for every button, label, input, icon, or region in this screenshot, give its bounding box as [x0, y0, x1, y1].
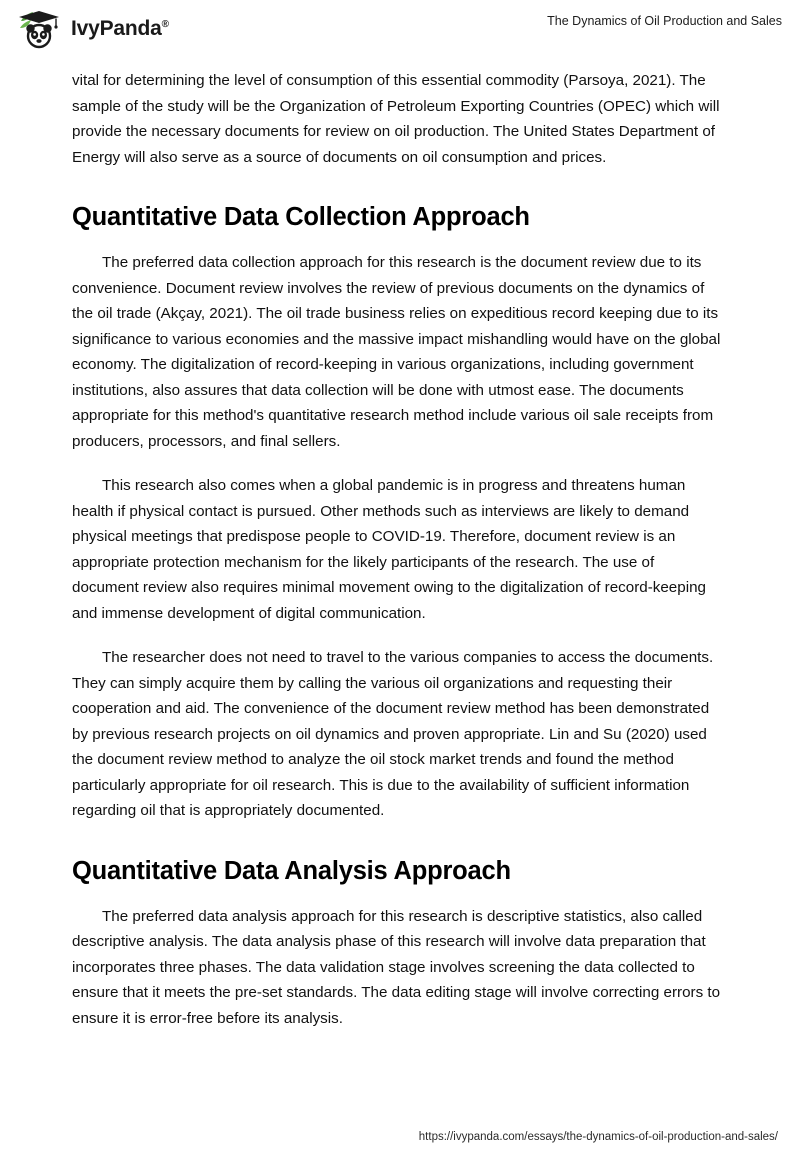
paragraph: The researcher does not need to travel to the various companies to access the documents. They can simply acquire them by calling the various oil organizations and requesting their cooperation and aid. The convenience of the document review method has been demonstrated by previous research projects on oil dynamics and proven appropriate. Lin and Su (2020) used the document review method to analyze the oil stock market trends and found the method particularly appropriate for oil research. This is due to the availability of sufficient information regarding oil that is appropriately documented. [72, 649, 714, 819]
brand-name-text: IvyPanda [71, 17, 162, 40]
document-title: The Dynamics of Oil Production and Sales [547, 14, 782, 28]
section-heading-data-collection: Quantitative Data Collection Approach [72, 203, 530, 231]
paragraph: The preferred data collection approach for this research is the document review due to its convenience. Document review involves the review of previous documents on the dynamics of the oil trade (Akçay, 2021). The oil trade business relies on expeditious record keeping due to its significance to various economies and the massive impact mishandling would have on the global economy. The digitalization of record-keeping in various organizations, including government institutions, also assures that data collection will be done with utmost ease. The documents appropriate for this method's quantitative research method include various oil sale receipts from producers, processors, and final sellers. [72, 254, 721, 450]
paragraph: vital for determining the level of consumption of this essential commodity (Parsoya, 2021). The sample of the study will be the Organization of Petroleum Exporting Countries (OPEC) which will provide the necessary documents for review on oil production. The United States Department of Energy will also serve as a source of documents on oil consumption and prices. [72, 72, 720, 166]
section-heading-data-analysis: Quantitative Data Analysis Approach [72, 856, 511, 885]
footer-source-url[interactable]: https://ivypanda.com/essays/the-dynamics-of-oil-production-and-sales/ [418, 1131, 778, 1143]
paragraph: This research also comes when a global pandemic is in progress and threatens human health if physical contact is pursued. Other methods such as interviews are likely to demand physical meetings that predispose people to COVID-19. Therefore, document review is an appropriate protection mechanism for the likely participants of the research. The use of document review also requires minimal movement owing to the digitalization of record-keeping and immense development of digital communication. [72, 477, 706, 622]
paragraph: The preferred data analysis approach for this research is descriptive statistics, also called descriptive analysis. The data analysis phase of this research will involve data preparation that incorporates three phases. The data validation stage involves screening the data collected to ensure that it meets the pre-set standards. The data editing stage will involve correcting errors to ensure it is error-free before its analysis. [72, 907, 721, 1027]
document-body [72, 68, 724, 1031]
brand-registered-mark: ® [161, 19, 169, 30]
page-header [0, 0, 800, 58]
